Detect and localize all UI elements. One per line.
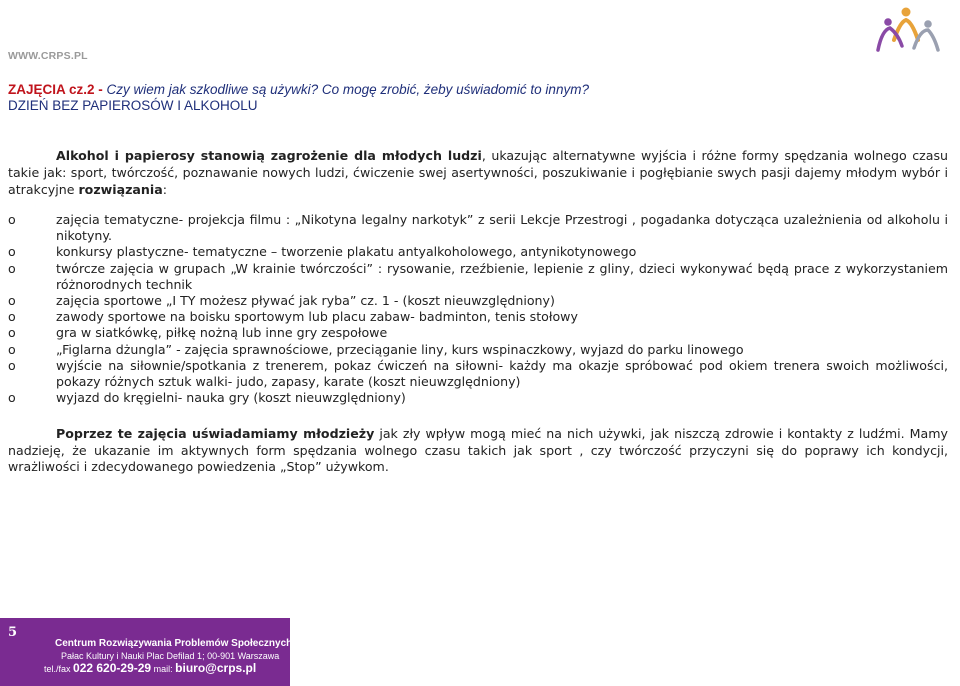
list-item bbox=[8, 325, 948, 341]
list-item bbox=[8, 261, 948, 293]
title-question: Czy wiem jak szkodliwe są używki? Co mogę zrobić, żeby uświadomić to innym? bbox=[106, 82, 589, 97]
intro-bold-lead: Alkohol i papierosy stanowią zagrożenie dla młodych ludzi bbox=[56, 148, 482, 163]
logo-figure-purple-icon bbox=[878, 18, 902, 50]
list-item-text: zawody sportowe na boisku sportowym lub placu zabaw- badminton, tenis stołowy bbox=[56, 309, 578, 325]
bullet-icon: o bbox=[8, 260, 16, 276]
list-item bbox=[8, 212, 948, 244]
footer-block bbox=[0, 618, 293, 686]
intro-paragraph bbox=[8, 147, 948, 198]
activities-list bbox=[8, 212, 948, 406]
bullet-icon: o bbox=[8, 309, 16, 325]
intro-end: : bbox=[162, 182, 167, 197]
page-title bbox=[8, 82, 589, 97]
list-item-text: wyjazd do kręgielni- nauka gry (koszt nieuwzględniony) bbox=[56, 390, 406, 406]
list-item bbox=[8, 293, 948, 309]
bullet-icon: o bbox=[8, 325, 16, 341]
list-item-text: zajęcia sportowe „I TY możesz pływać jak ryba” cz. 1 - (koszt nieuwzględniony) bbox=[56, 293, 555, 309]
crps-logo bbox=[848, 0, 960, 62]
bullet-icon: o bbox=[8, 341, 16, 357]
footer-contact bbox=[44, 661, 256, 675]
bullet-icon: o bbox=[8, 293, 16, 309]
bullet-icon: o bbox=[8, 212, 16, 227]
closing-paragraph bbox=[8, 426, 948, 476]
list-item-text: zajęcia tematyczne- projekcja filmu : „Nikotyna legalny narkotyk” z serii Lekcje Przestrogi , pogadanka dotycząca uzależnienia od alkoholu i nikotyny. bbox=[56, 212, 948, 244]
closing-body: jak zły wpływ mogą mieć na nich używki, jak niszczą zdrowie i kontakty z ludźmi. Mamy nadzieję, że ukazanie im aktywnych form spędzania wolnego czasu takich jak sport , czy twórczość przyczyni się do poprawy ich kondycji, wrażliwości i zdecydowanego powiedzenia „Stop” używkom. bbox=[8, 426, 948, 475]
footer-phone-label: tel./fax bbox=[44, 664, 71, 674]
list-item bbox=[8, 244, 948, 260]
footer-phone: 022 620-29-29 bbox=[73, 661, 152, 675]
intro-body: , ukazując alternatywne wyjścia i różne formy spędzania wolnego czasu takie jak: sport, twórczość, poznawanie nowych ludzi, ćwiczenie swej asertywności, poszukiwanie i pogłębianie swych pasji dajemy młodym wybór i atrakcyjne bbox=[8, 148, 949, 197]
bullet-icon: o bbox=[8, 244, 16, 260]
footer-email: biuro@crps.pl bbox=[175, 661, 257, 675]
page-subtitle: DZIEŃ BEZ PAPIEROSÓW I ALKOHOLU bbox=[8, 98, 258, 113]
page-number: 5 bbox=[8, 625, 18, 640]
list-item bbox=[8, 390, 948, 406]
closing-bold-lead: Poprzez te zajęcia uświadamiamy młodzieży bbox=[56, 426, 375, 441]
list-item bbox=[8, 358, 948, 390]
list-item bbox=[8, 309, 948, 325]
site-url: WWW.CRPS.PL bbox=[8, 50, 88, 62]
bullet-icon: o bbox=[8, 357, 16, 373]
footer-mail-label: mail: bbox=[153, 664, 173, 674]
footer-org-name: Centrum Rozwiązywania Problemów Społecznych bbox=[55, 638, 293, 649]
list-item-text: twórcze zajęcia w grupach „W krainie twórczości” : rysowanie, rzeźbienie, lepienie z gliny, dzieci wykonywać będą prace z wykorzystaniem różnorodnych technik bbox=[56, 260, 948, 292]
list-item-text: konkursy plastyczne- tematyczne – tworzenie plakatu antyalkoholowego, antynikotynowego bbox=[56, 244, 637, 260]
list-item-text: wyjście na siłownie/spotkania z trenerem, pokaz ćwiczeń na siłowni- każdy ma okazje spróbować pod okiem trenera swoich możliwości, pokazy różnych sztuk walki- judo, zapasy, karate (koszt nieuwzględniony) bbox=[56, 357, 948, 390]
list-item bbox=[8, 342, 948, 358]
bullet-icon: o bbox=[8, 390, 16, 406]
list-item-text: gra w siatkówkę, piłkę nożną lub inne gry zespołowe bbox=[56, 325, 388, 341]
intro-bold-end: rozwiązania bbox=[78, 182, 163, 197]
footer-address: Pałac Kultury i Nauki Plac Defilad 1; 00-901 Warszawa bbox=[61, 651, 280, 661]
title-lead: ZAJĘCIA cz.2 - bbox=[8, 82, 107, 97]
list-item-text: „Figlarna dżungla” - zajęcia sprawnościowe, przeciąganie liny, kurs wspinaczkowy, wyjazd do parku linowego bbox=[56, 341, 744, 357]
